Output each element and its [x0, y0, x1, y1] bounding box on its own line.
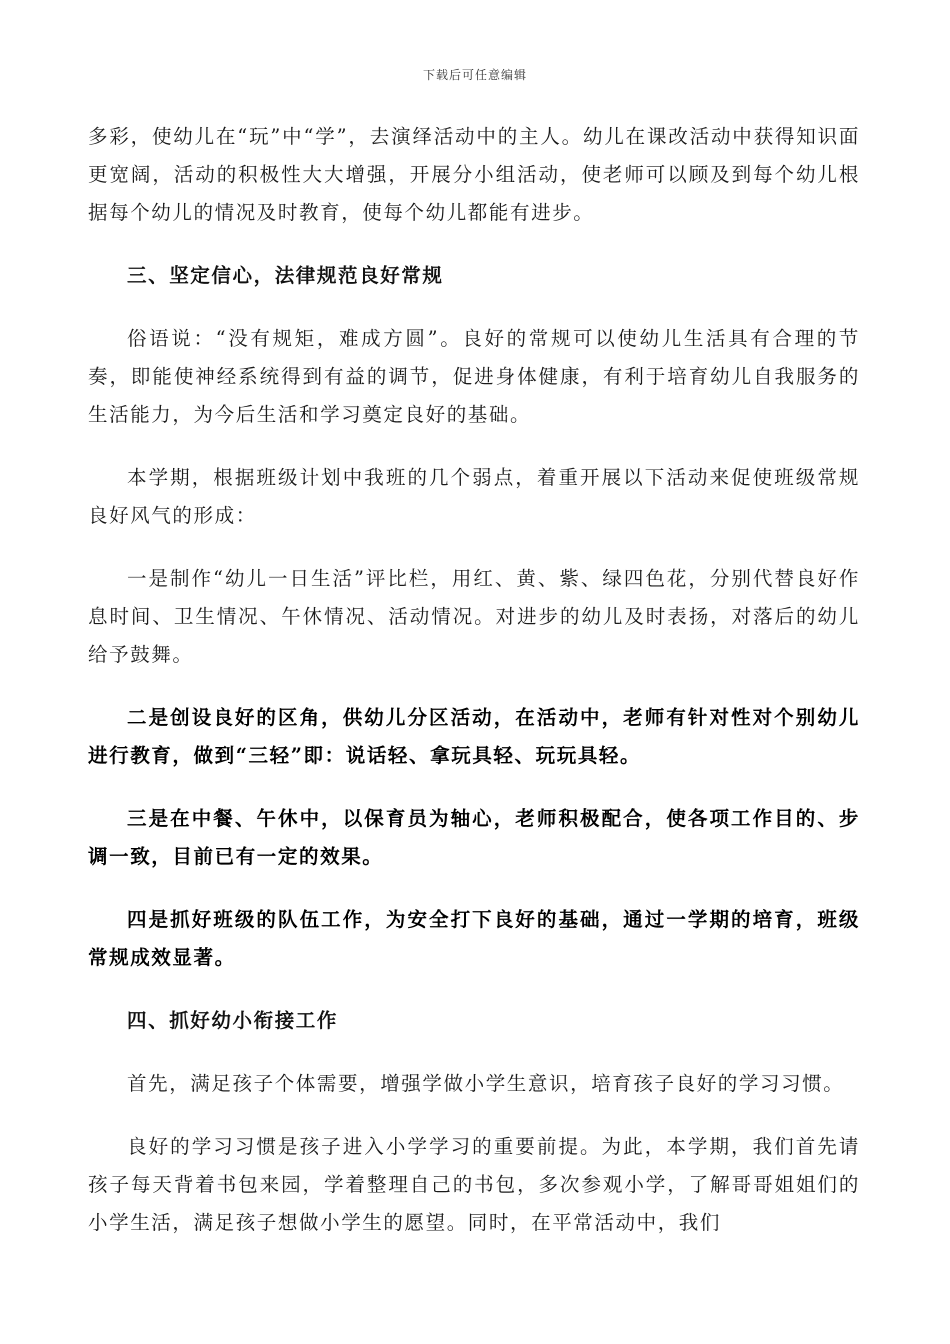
header-note: 下载后可任意编辑	[422, 68, 527, 82]
paragraph-9: 良好的学习习惯是孩子进入小学学习的重要前提。为此，本学期，我们首先请孩子每天背着书包来园，学着整理自己的书包，多次参观小学，了解哥哥姐姐们的小学生活，满足孩子想做小学生的愿望。同时，在平常活动中，我们	[88, 1135, 860, 1234]
paragraph-7: 四是抓好班级的队伍工作，为安全打下良好的基础，通过一学期的培育，班级常规成效显著。	[88, 908, 860, 969]
paragraph-3: 本学期，根据班级计划中我班的几个弱点，着重开展以下活动来促使班级常规良好风气的形成：	[88, 466, 860, 527]
section-heading-3: 三、坚定信心，法律规范良好常规	[127, 264, 444, 287]
paragraph-6: 三是在中餐、午休中，以保育员为轴心，老师积极配合，使各项工作目的、步调一致，目前已有一定的效果。	[88, 807, 860, 868]
section-heading-4: 四、抓好幼小衔接工作	[127, 1009, 339, 1032]
paragraph-8: 首先，满足孩子个体需要，增强学做小学生意识，培育孩子良好的学习习惯。	[127, 1072, 845, 1095]
paragraph-4: 一是制作“幼儿一日生活”评比栏，用红、黄、紫、绿四色花，分别代替良好作息时间、卫生情况、午休情况、活动情况。对进步的幼儿及时表扬，对落后的幼儿给予鼓舞。	[88, 567, 860, 666]
paragraph-2: 俗语说：“没有规矩，难成方圆”。良好的常规可以使幼儿生活具有合理的节奏，即能使神经系统得到有益的调节，促进身体健康，有利于培育幼儿自我服务的生活能力，为今后生活和学习奠定良好的基础。	[88, 327, 860, 426]
paragraph-1: 多彩，使幼儿在“玩”中“学”，去演绎活动中的主人。幼儿在课改活动中获得知识面更宽阔，活动的积极性大大增强，开展分小组活动，使老师可以顾及到每个幼儿根据每个幼儿的情况及时教育，使每个幼儿都能有进步。	[88, 125, 860, 224]
document-body	[88, 118, 860, 1267]
paragraph-5: 二是创设良好的区角，供幼儿分区活动，在活动中，老师有针对性对个别幼儿进行教育，做到“三轻”即：说话轻、拿玩具轻、玩玩具轻。	[88, 706, 860, 767]
